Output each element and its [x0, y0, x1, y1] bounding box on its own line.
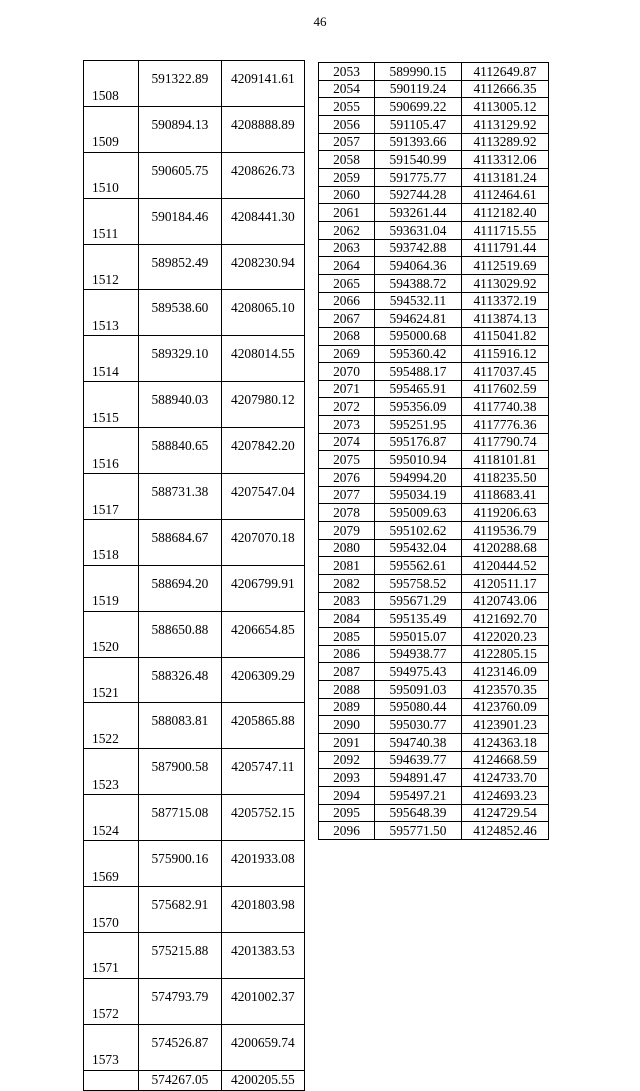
y-coordinate-cell: 4124733.70: [462, 769, 549, 787]
y-coordinate-cell: 4112182.40: [462, 204, 549, 222]
y-coordinate-cell: 4208230.94: [221, 244, 304, 290]
table-row: [319, 398, 549, 416]
table-row: [319, 680, 549, 698]
table-row: [84, 795, 305, 841]
y-coordinate-cell: 4111791.44: [462, 239, 549, 257]
y-coordinate-cell: 4115916.12: [462, 345, 549, 363]
point-id-cell: 2067: [319, 310, 375, 328]
y-coordinate-cell: 4112649.87: [462, 63, 549, 81]
table-row: [319, 575, 549, 593]
point-id-cell: 2072: [319, 398, 375, 416]
y-coordinate-cell: 4113874.13: [462, 310, 549, 328]
point-id-cell: 2055: [319, 98, 375, 116]
table-row: [319, 80, 549, 98]
table-row: [319, 804, 549, 822]
point-id-cell: 2075: [319, 451, 375, 469]
x-coordinate-cell: 593742.88: [375, 239, 462, 257]
y-coordinate-cell: 4119536.79: [462, 522, 549, 540]
table-row: [319, 539, 549, 557]
y-coordinate-cell: 4113372.19: [462, 292, 549, 310]
point-id-cell: 1522: [84, 703, 139, 749]
y-coordinate-cell: 4112464.61: [462, 186, 549, 204]
point-id-cell: 2058: [319, 151, 375, 169]
x-coordinate-cell: 594994.20: [375, 469, 462, 487]
y-coordinate-cell: 4206309.29: [221, 657, 304, 703]
x-coordinate-cell: 588650.88: [139, 611, 221, 657]
table-row: [84, 565, 305, 611]
table-row: [319, 363, 549, 381]
y-coordinate-cell: 4200659.74: [221, 1024, 304, 1070]
point-id-cell: 2086: [319, 645, 375, 663]
table-row: [84, 382, 305, 428]
point-id-cell: 2087: [319, 663, 375, 681]
x-coordinate-cell: 595465.91: [375, 380, 462, 398]
table-row: [319, 204, 549, 222]
x-coordinate-cell: 595356.09: [375, 398, 462, 416]
y-coordinate-cell: 4117740.38: [462, 398, 549, 416]
table-row: [319, 733, 549, 751]
point-id-cell: [84, 1070, 139, 1090]
y-coordinate-cell: 4113312.06: [462, 151, 549, 169]
point-id-cell: 1509: [84, 106, 139, 152]
y-coordinate-cell: 4206654.85: [221, 611, 304, 657]
point-id-cell: 2079: [319, 522, 375, 540]
point-id-cell: 2053: [319, 63, 375, 81]
x-coordinate-cell: 595176.87: [375, 433, 462, 451]
x-coordinate-cell: 595080.44: [375, 698, 462, 716]
table-row: [84, 106, 305, 152]
x-coordinate-cell: 595135.49: [375, 610, 462, 628]
point-id-cell: 2066: [319, 292, 375, 310]
table-row: [319, 327, 549, 345]
y-coordinate-cell: 4207980.12: [221, 382, 304, 428]
x-coordinate-cell: 591393.66: [375, 133, 462, 151]
x-coordinate-cell: 593261.44: [375, 204, 462, 222]
point-id-cell: 2081: [319, 557, 375, 575]
point-id-cell: 2071: [319, 380, 375, 398]
y-coordinate-cell: 4115041.82: [462, 327, 549, 345]
y-coordinate-cell: 4205752.15: [221, 795, 304, 841]
table-row: [319, 186, 549, 204]
point-id-cell: 2054: [319, 80, 375, 98]
x-coordinate-cell: 591105.47: [375, 115, 462, 133]
point-id-cell: 1517: [84, 474, 139, 520]
point-id-cell: 2070: [319, 363, 375, 381]
x-coordinate-cell: 588326.48: [139, 657, 221, 703]
x-coordinate-cell: 588840.65: [139, 428, 221, 474]
x-coordinate-cell: 594740.38: [375, 733, 462, 751]
point-id-cell: 2076: [319, 469, 375, 487]
y-coordinate-cell: 4119206.63: [462, 504, 549, 522]
x-coordinate-cell: 595010.94: [375, 451, 462, 469]
x-coordinate-cell: 591540.99: [375, 151, 462, 169]
point-id-cell: 2063: [319, 239, 375, 257]
y-coordinate-cell: 4117790.74: [462, 433, 549, 451]
table-row: [84, 336, 305, 382]
point-id-cell: 1520: [84, 611, 139, 657]
table-row: [319, 751, 549, 769]
table-row: [319, 769, 549, 787]
y-coordinate-cell: 4208065.10: [221, 290, 304, 336]
point-id-cell: 2057: [319, 133, 375, 151]
y-coordinate-cell: 4113129.92: [462, 115, 549, 133]
point-id-cell: 2089: [319, 698, 375, 716]
point-id-cell: 2096: [319, 822, 375, 840]
y-coordinate-cell: 4121692.70: [462, 610, 549, 628]
x-coordinate-cell: 594938.77: [375, 645, 462, 663]
table-row: [319, 698, 549, 716]
table-row: [319, 133, 549, 151]
x-coordinate-cell: 575900.16: [139, 841, 221, 887]
x-coordinate-cell: 587900.58: [139, 749, 221, 795]
x-coordinate-cell: 588731.38: [139, 474, 221, 520]
point-id-cell: 2095: [319, 804, 375, 822]
y-coordinate-cell: 4124729.54: [462, 804, 549, 822]
table-row: [319, 239, 549, 257]
y-coordinate-cell: 4123901.23: [462, 716, 549, 734]
table-row: [319, 592, 549, 610]
table-row: [319, 610, 549, 628]
point-id-cell: 2084: [319, 610, 375, 628]
y-coordinate-cell: 4124668.59: [462, 751, 549, 769]
point-id-cell: 1524: [84, 795, 139, 841]
y-coordinate-cell: 4124693.23: [462, 786, 549, 804]
x-coordinate-cell: 589990.15: [375, 63, 462, 81]
page-number: 46: [313, 14, 327, 29]
point-id-cell: 1512: [84, 244, 139, 290]
point-id-cell: 1572: [84, 978, 139, 1024]
y-coordinate-cell: 4123570.35: [462, 680, 549, 698]
point-id-cell: 2074: [319, 433, 375, 451]
table-row: [319, 557, 549, 575]
point-id-cell: 1571: [84, 932, 139, 978]
y-coordinate-cell: 4120444.52: [462, 557, 549, 575]
table-row: [319, 469, 549, 487]
point-id-cell: 2078: [319, 504, 375, 522]
x-coordinate-cell: 575682.91: [139, 887, 221, 933]
y-coordinate-cell: 4120288.68: [462, 539, 549, 557]
table-row: [84, 1070, 305, 1090]
point-id-cell: 2094: [319, 786, 375, 804]
table-row: [84, 749, 305, 795]
table-row: [84, 932, 305, 978]
point-id-cell: 1514: [84, 336, 139, 382]
x-coordinate-cell: 595251.95: [375, 416, 462, 434]
y-coordinate-cell: 4207547.04: [221, 474, 304, 520]
point-id-cell: 1519: [84, 565, 139, 611]
y-coordinate-cell: 4118101.81: [462, 451, 549, 469]
y-coordinate-cell: 4120511.17: [462, 575, 549, 593]
table-row: [84, 657, 305, 703]
point-id-cell: 2064: [319, 257, 375, 275]
point-id-cell: 1518: [84, 519, 139, 565]
table-row: [319, 786, 549, 804]
y-coordinate-cell: 4113181.24: [462, 168, 549, 186]
x-coordinate-cell: 595432.04: [375, 539, 462, 557]
x-coordinate-cell: 589329.10: [139, 336, 221, 382]
coordinates-table-right: [318, 62, 549, 840]
y-coordinate-cell: 4201383.53: [221, 932, 304, 978]
point-id-cell: 2091: [319, 733, 375, 751]
table-row: [84, 519, 305, 565]
x-coordinate-cell: 595000.68: [375, 327, 462, 345]
table-row: [319, 221, 549, 239]
x-coordinate-cell: 594064.36: [375, 257, 462, 275]
y-coordinate-cell: 4201803.98: [221, 887, 304, 933]
point-id-cell: 1508: [84, 61, 139, 107]
table-row: [84, 611, 305, 657]
y-coordinate-cell: 4123760.09: [462, 698, 549, 716]
x-coordinate-cell: 595671.29: [375, 592, 462, 610]
x-coordinate-cell: 595034.19: [375, 486, 462, 504]
table-row: [319, 645, 549, 663]
x-coordinate-cell: 589538.60: [139, 290, 221, 336]
table-row: [84, 290, 305, 336]
x-coordinate-cell: 588940.03: [139, 382, 221, 428]
y-coordinate-cell: 4112666.35: [462, 80, 549, 98]
x-coordinate-cell: 590699.22: [375, 98, 462, 116]
point-id-cell: 2092: [319, 751, 375, 769]
table-row: [319, 451, 549, 469]
y-coordinate-cell: 4201933.08: [221, 841, 304, 887]
point-id-cell: 1513: [84, 290, 139, 336]
x-coordinate-cell: 594624.81: [375, 310, 462, 328]
point-id-cell: 2073: [319, 416, 375, 434]
point-id-cell: 2059: [319, 168, 375, 186]
point-id-cell: 1511: [84, 198, 139, 244]
x-coordinate-cell: 595009.63: [375, 504, 462, 522]
table-row: [319, 522, 549, 540]
x-coordinate-cell: 590119.24: [375, 80, 462, 98]
point-id-cell: 2061: [319, 204, 375, 222]
table-row: [319, 63, 549, 81]
table-row: [319, 274, 549, 292]
point-id-cell: 2093: [319, 769, 375, 787]
point-id-cell: 2085: [319, 628, 375, 646]
x-coordinate-cell: 591322.89: [139, 61, 221, 107]
x-coordinate-cell: 590605.75: [139, 152, 221, 198]
x-coordinate-cell: 594975.43: [375, 663, 462, 681]
point-id-cell: 1521: [84, 657, 139, 703]
y-coordinate-cell: 4118235.50: [462, 469, 549, 487]
point-id-cell: 2083: [319, 592, 375, 610]
x-coordinate-cell: 595771.50: [375, 822, 462, 840]
table-row: [319, 416, 549, 434]
x-coordinate-cell: 588684.67: [139, 519, 221, 565]
table-row: [84, 198, 305, 244]
x-coordinate-cell: 575215.88: [139, 932, 221, 978]
point-id-cell: 2077: [319, 486, 375, 504]
point-id-cell: 2069: [319, 345, 375, 363]
table-row: [84, 841, 305, 887]
x-coordinate-cell: 594388.72: [375, 274, 462, 292]
y-coordinate-cell: 4208014.55: [221, 336, 304, 382]
point-id-cell: 2060: [319, 186, 375, 204]
y-coordinate-cell: 4201002.37: [221, 978, 304, 1024]
x-coordinate-cell: 574793.79: [139, 978, 221, 1024]
table-row: [84, 152, 305, 198]
point-id-cell: 2068: [319, 327, 375, 345]
table-row: [319, 98, 549, 116]
y-coordinate-cell: 4207842.20: [221, 428, 304, 474]
point-id-cell: 2082: [319, 575, 375, 593]
point-id-cell: 2088: [319, 680, 375, 698]
y-coordinate-cell: 4113005.12: [462, 98, 549, 116]
y-coordinate-cell: 4208888.89: [221, 106, 304, 152]
x-coordinate-cell: 595488.17: [375, 363, 462, 381]
table-row: [319, 168, 549, 186]
table-row: [319, 822, 549, 840]
point-id-cell: 2080: [319, 539, 375, 557]
x-coordinate-cell: 595497.21: [375, 786, 462, 804]
point-id-cell: 1573: [84, 1024, 139, 1070]
table-row: [319, 433, 549, 451]
x-coordinate-cell: 574267.05: [139, 1070, 221, 1090]
point-id-cell: 2056: [319, 115, 375, 133]
y-coordinate-cell: 4122805.15: [462, 645, 549, 663]
x-coordinate-cell: 594639.77: [375, 751, 462, 769]
point-id-cell: 2062: [319, 221, 375, 239]
y-coordinate-cell: 4206799.91: [221, 565, 304, 611]
coordinates-table-left: [83, 60, 305, 1091]
x-coordinate-cell: 594891.47: [375, 769, 462, 787]
table-row: [84, 428, 305, 474]
y-coordinate-cell: 4124363.18: [462, 733, 549, 751]
x-coordinate-cell: 595102.62: [375, 522, 462, 540]
x-coordinate-cell: 593631.04: [375, 221, 462, 239]
y-coordinate-cell: 4123146.09: [462, 663, 549, 681]
table-row: [319, 380, 549, 398]
table-row: [319, 716, 549, 734]
x-coordinate-cell: 595648.39: [375, 804, 462, 822]
y-coordinate-cell: 4118683.41: [462, 486, 549, 504]
y-coordinate-cell: 4117776.36: [462, 416, 549, 434]
y-coordinate-cell: 4200205.55: [221, 1070, 304, 1090]
table-row: [319, 310, 549, 328]
x-coordinate-cell: 587715.08: [139, 795, 221, 841]
point-id-cell: 1569: [84, 841, 139, 887]
y-coordinate-cell: 4207070.18: [221, 519, 304, 565]
point-id-cell: 1510: [84, 152, 139, 198]
y-coordinate-cell: 4205747.11: [221, 749, 304, 795]
point-id-cell: 1523: [84, 749, 139, 795]
point-id-cell: 2065: [319, 274, 375, 292]
table-row: [319, 257, 549, 275]
table-row: [84, 887, 305, 933]
x-coordinate-cell: 595360.42: [375, 345, 462, 363]
x-coordinate-cell: 592744.28: [375, 186, 462, 204]
table-row: [84, 474, 305, 520]
x-coordinate-cell: 588083.81: [139, 703, 221, 749]
point-id-cell: 1516: [84, 428, 139, 474]
point-id-cell: 1570: [84, 887, 139, 933]
table-row: [84, 244, 305, 290]
table-row: [84, 978, 305, 1024]
table-row: [319, 115, 549, 133]
y-coordinate-cell: 4124852.46: [462, 822, 549, 840]
point-id-cell: 2090: [319, 716, 375, 734]
table-row: [84, 61, 305, 107]
y-coordinate-cell: 4112519.69: [462, 257, 549, 275]
x-coordinate-cell: 595015.07: [375, 628, 462, 646]
x-coordinate-cell: 589852.49: [139, 244, 221, 290]
x-coordinate-cell: 595562.61: [375, 557, 462, 575]
point-id-cell: 1515: [84, 382, 139, 428]
y-coordinate-cell: 4205865.88: [221, 703, 304, 749]
y-coordinate-cell: 4209141.61: [221, 61, 304, 107]
table-row: [319, 151, 549, 169]
x-coordinate-cell: 595030.77: [375, 716, 462, 734]
table-row: [319, 504, 549, 522]
y-coordinate-cell: 4120743.06: [462, 592, 549, 610]
x-coordinate-cell: 595758.52: [375, 575, 462, 593]
y-coordinate-cell: 4208626.73: [221, 152, 304, 198]
y-coordinate-cell: 4208441.30: [221, 198, 304, 244]
y-coordinate-cell: 4117602.59: [462, 380, 549, 398]
x-coordinate-cell: 591775.77: [375, 168, 462, 186]
y-coordinate-cell: 4117037.45: [462, 363, 549, 381]
x-coordinate-cell: 594532.11: [375, 292, 462, 310]
x-coordinate-cell: 588694.20: [139, 565, 221, 611]
x-coordinate-cell: 574526.87: [139, 1024, 221, 1070]
table-row: [319, 663, 549, 681]
table-row: [84, 703, 305, 749]
table-row: [319, 486, 549, 504]
table-row: [319, 628, 549, 646]
table-row: [319, 292, 549, 310]
y-coordinate-cell: 4113029.92: [462, 274, 549, 292]
y-coordinate-cell: 4113289.92: [462, 133, 549, 151]
x-coordinate-cell: 590894.13: [139, 106, 221, 152]
table-row: [84, 1024, 305, 1070]
table-row: [319, 345, 549, 363]
x-coordinate-cell: 595091.03: [375, 680, 462, 698]
y-coordinate-cell: 4111715.55: [462, 221, 549, 239]
x-coordinate-cell: 590184.46: [139, 198, 221, 244]
y-coordinate-cell: 4122020.23: [462, 628, 549, 646]
